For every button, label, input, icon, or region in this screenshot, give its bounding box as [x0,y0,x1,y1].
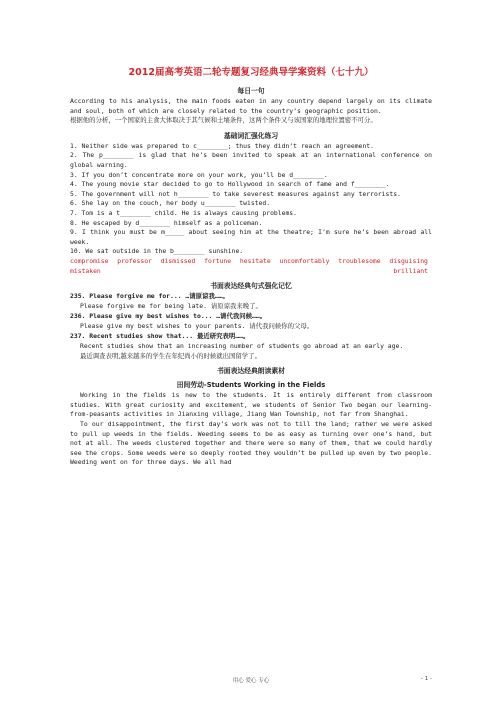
vocab-item: 9. I think you must be m_____ about seeing him at the theatre; I’m sure he’s been abroad all week. [70,228,432,246]
document-body [70,64,432,468]
daily-sentence-english: According to his analysis, the main foods eaten in any country depend largely on its climate and soul, both of which are closely related to the country’s geographic position. [70,97,432,115]
patterns-heading: 书面表达经典句式强化记忆 [210,282,292,291]
reading-subheading: 田间劳动-Students Working in the Fields [176,381,326,390]
pattern-example: Please forgive me for being late. 请原谅我来晚了。 [80,301,262,310]
vocab-item: 3. If you don’t concentrate more on your work, you’ll be d________. [70,170,328,179]
vocab-item: 10. We sat outside in the b________ sunshine. [70,247,244,256]
pattern-phrase: 237. Recent studies show that... 最近研究表明……。 [70,332,250,341]
document-title: 2012届高考英语二轮专题复习经典导学案资料（七十九） [128,67,374,78]
word-bank-item: hesitate [239,256,271,265]
vocab-item: 2. The p________ is glad that he’s been invited to speak at an international conference on global warning. [70,151,432,169]
vocab-item: 4. The young movie star decided to go to Hollywood in search of fame and f________. [70,180,390,189]
word-bank-item: uncomfortably [279,256,330,265]
pattern-example: Please give my best wishes to your parents. 请代我问候你的父母。 [80,321,314,330]
pattern-example: Recent studies show that an increasing number of students go abroad at an early age. [80,342,404,351]
vocab-heading: 基础词汇强化练习 [223,131,279,140]
word-bank-item: troublesome [338,256,381,265]
reading-paragraph: To our disappointment, the first day’s work was not to till the land; rather we were asked to pull up weeds in the fields. Weeding seems to be as easy as turning over one’s hand, but not at all. The weeds clustered together and there were so many of them, that we could hardly see the crops. Some weeds were so deeply rooted they wouldn’t be pulled up even by two people. Weeding went on for three days. We all had [70,420,432,467]
daily-sentence-chinese: 根据他的分析，一个国家的主食大体取决于其气候和土壤条件，这两个条件又与该国家的地理位置密不可分。 [70,116,377,125]
daily-sentence-heading: 每日一句 [237,87,265,95]
word-bank-item: mistaken [70,266,101,275]
reading-heading: 书面表达经典朗读素材 [217,367,285,376]
word-bank-item: dismissed [160,256,196,265]
word-bank-item: compromise [70,256,109,265]
vocab-item: 5. The government will not h________ to take severest measures against any terrorists. [70,189,401,198]
reading-paragraph: Working in the fields is new to the students. It is entirely different from classroom studies. With great curiosity and excitement, we students of Senior Two began our learning-from-peasants activities in Jianxing village, Jiang Wan Township, not far from Shanghai. [70,391,432,419]
word-bank [70,257,432,276]
word-bank-item: disguising [389,256,428,265]
footer-motto: 用心 爱心 专心 [232,678,270,684]
pattern-phrase: 235. Please forgive me for... …请原谅我……。 [70,292,229,301]
word-bank-item: brilliant [393,266,428,275]
word-bank-item: fortune [204,256,232,265]
vocab-item: 6. She lay on the couch, her body u________ twisted. [70,199,271,208]
pattern-chinese: 最近调查表明,越来越多的学生在年纪尚小的时候就出国留学了。 [80,351,261,360]
vocab-item: 1. Neither side was prepared to c________; thus they didn’t reach an agreement. [70,141,374,150]
vocab-item: 8. He escaped by d________ himself as a policeman. [70,218,263,227]
page-number: - 1 - [421,676,432,682]
pattern-phrase: 236. Please give my best wishes to... …请代我问候……。 [70,312,267,321]
word-bank-item: professor [117,256,152,265]
vocab-item: 7. Tom is a t________ child. He is always causing problems. [70,208,298,217]
